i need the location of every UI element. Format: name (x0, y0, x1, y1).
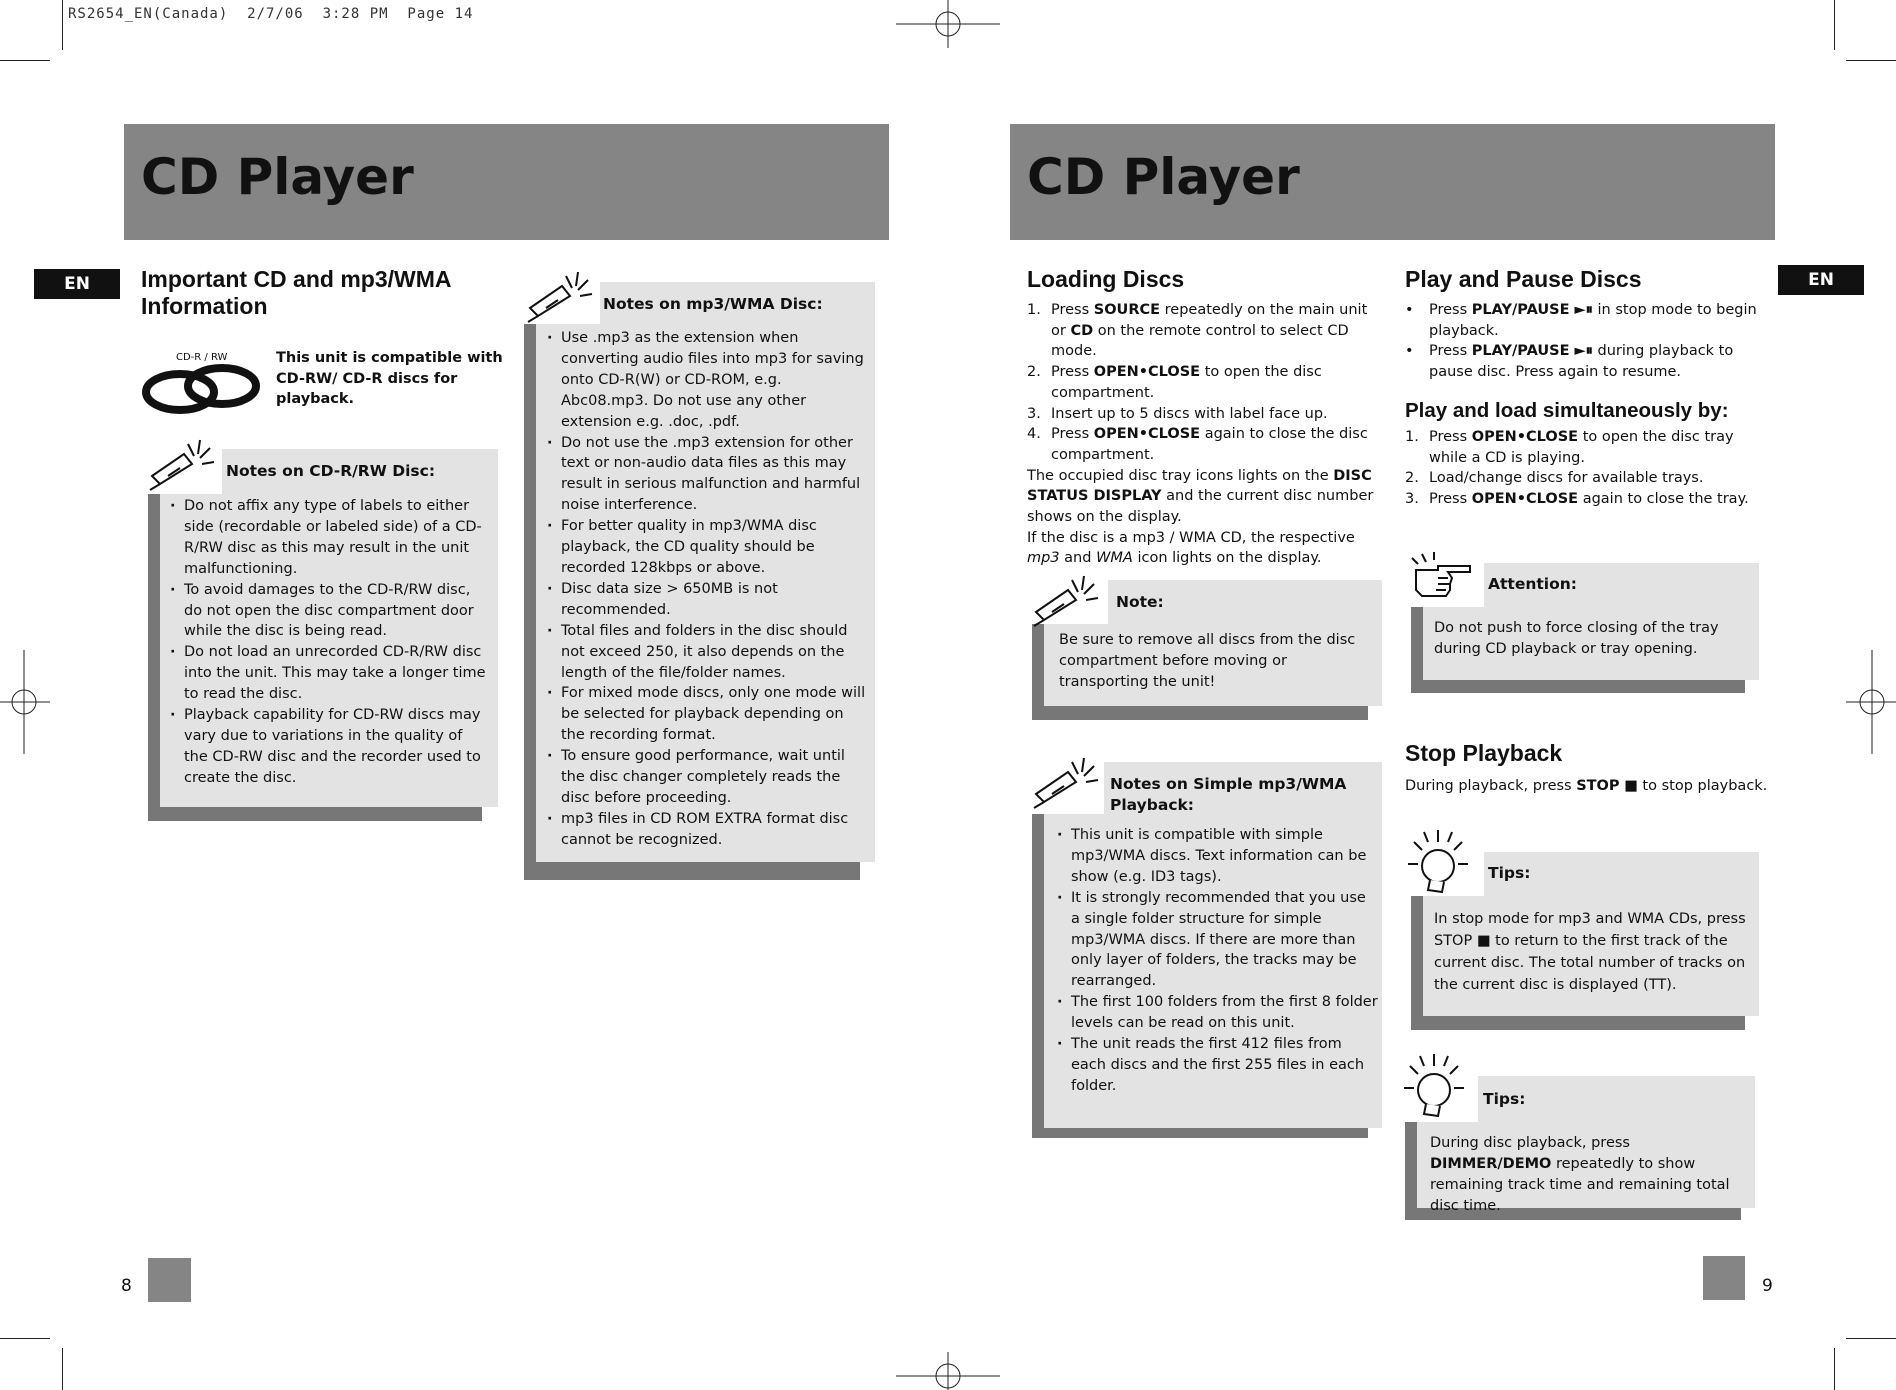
play-load-heading: Play and load simultaneously by: (1405, 399, 1729, 422)
tips1-text: In stop mode for mp3 and WMA CDs, press STOP ■ to return to the first track of the current disc. The total number of tracks on the current disc is displayed (TT). (1434, 911, 1746, 993)
list-item: 3. Insert up to 5 discs with label face up. (1027, 405, 1328, 422)
loading-discs-body (1027, 300, 1381, 569)
pen-note-icon (144, 432, 220, 494)
registration-mark-icon (0, 650, 50, 754)
list-item: • Press PLAY/PAUSE ►⏸ during playback to pause disc. Press again to resume. (1405, 343, 1734, 381)
list-item: 3. Press OPEN•CLOSE again to close the tray. (1405, 491, 1749, 508)
pen-note-icon (1028, 568, 1104, 630)
cd-rw-logo-icon (142, 362, 262, 416)
pointing-hand-icon (1404, 548, 1480, 612)
pen-note-icon (1028, 750, 1104, 812)
list-item: · Do not affix any type of labels to either side (recordable or labeled side) of a CD-R/RW disc as this may result in the unit malfunctioning. (166, 496, 490, 580)
list-item: 1. Press SOURCE repeatedly on the main unit or CD on the remote control to select CD mode. (1027, 302, 1368, 360)
list-item: · It is strongly recommended that you use a single folder structure for simple mp3/WMA discs. If there are more than only layer of folders, the tracks may be rearranged. (1053, 888, 1379, 993)
list-item: · The first 100 folders from the first 8 folder levels can be read on this unit. (1053, 992, 1379, 1034)
play-load-steps (1405, 427, 1765, 510)
mp3-notes-list (543, 328, 869, 851)
list-item: · Do not load an unrecorded CD-R/RW disc into the unit. This may take a longer time to read the disc. (166, 642, 490, 705)
list-item: 4. Press OPEN•CLOSE again to close the disc compartment. (1027, 426, 1368, 463)
registration-mark-icon (1846, 650, 1896, 754)
play-pause-heading: Play and Pause Discs (1405, 266, 1642, 292)
crop-mark (62, 1348, 63, 1390)
stop-playback-text: During playback, press STOP ■ to stop playback. (1405, 778, 1768, 794)
left-page-title: CD Player (141, 148, 414, 206)
simple-notes-title: Notes on Simple mp3/WMA Playback: (1110, 775, 1347, 814)
play-pause-body (1405, 300, 1765, 383)
crop-mark (0, 60, 50, 61)
right-page-number: 9 (1762, 1276, 1773, 1296)
tray-icons-paragraph: The occupied disc tray icons lights on the DISC STATUS DISPLAY and the current disc number shows on the display. (1027, 467, 1374, 526)
list-item: · mp3 files in CD ROM EXTRA format disc cannot be recognized. (543, 809, 869, 851)
stop-playback-heading: Stop Playback (1405, 740, 1563, 766)
list-item: · The unit reads the first 412 files from each discs and the first 255 files in each folder. (1053, 1034, 1379, 1097)
left-page-number: 8 (121, 1276, 132, 1296)
list-item: 2. Press OPEN•CLOSE to open the disc compartment. (1027, 364, 1322, 401)
left-language-tab: EN (34, 269, 120, 299)
list-item: · To avoid damages to the CD-R/RW disc, do not open the disc compartment door while the disc is being read. (166, 580, 490, 643)
tips2-text: During disc playback, press DIMMER/DEMO repeatedly to show remaining track time and remaining total disc time. (1430, 1135, 1730, 1214)
right-page-title: CD Player (1027, 148, 1300, 206)
list-item: 1. Press OPEN•CLOSE to open the disc tray while a CD is playing. (1405, 429, 1734, 466)
registration-mark-icon (896, 1352, 1000, 1390)
print-slug: RS2654_EN(Canada) 2/7/06 3:28 PM Page 14 (68, 6, 474, 22)
left-page-marker (148, 1258, 191, 1302)
tips2-title: Tips: (1483, 1090, 1526, 1108)
crop-mark (62, 0, 63, 50)
note-text: Be sure to remove all discs from the disc compartment before moving or transporting the unit! (1059, 632, 1356, 690)
loading-discs-heading: Loading Discs (1027, 266, 1185, 292)
crop-mark (1846, 60, 1896, 61)
compat-statement: This unit is compatible with CD-RW/ CD-R discs for playback. (276, 350, 503, 408)
list-item: · Use .mp3 as the extension when converting audio files into mp3 for saving onto CD-R(W) or CD-ROM, e.g. Abc08.mp3. Do not use any other extension e.g. .doc, .pdf. (543, 328, 869, 433)
right-page-marker (1703, 1256, 1745, 1300)
cd-rw-logo: CD-R / RW (142, 350, 262, 410)
list-item: · To ensure good performance, wait until the disc changer completely reads the disc before proceeding. (543, 746, 869, 809)
light-bulb-icon (1400, 1048, 1476, 1122)
crop-mark (1834, 0, 1835, 50)
crop-mark (1846, 1338, 1896, 1339)
list-item: · For mixed mode discs, only one mode will be selected for playback depending on the recording format. (543, 683, 869, 746)
note-title: Note: (1116, 593, 1164, 611)
mp3-notes-title: Notes on mp3/WMA Disc: (603, 295, 823, 313)
mp3-icon-paragraph: If the disc is a mp3 / WMA CD, the respective mp3 and WMA icon lights on the display. (1027, 529, 1355, 567)
cdrw-notes-list (166, 496, 490, 789)
attention-text: Do not push to force closing of the tray during CD playback or tray opening. (1434, 620, 1719, 657)
attention-title: Attention: (1488, 575, 1577, 593)
list-item: · Disc data size > 650MB is not recommended. (543, 579, 869, 621)
pen-note-icon (522, 264, 598, 326)
cdrw-notes-title: Notes on CD-R/RW Disc: (226, 462, 436, 480)
important-heading: Important CD and mp3/WMA Information (141, 266, 452, 319)
simple-notes-list (1053, 825, 1379, 1097)
tips1-title: Tips: (1488, 864, 1531, 882)
list-item: · Do not use the .mp3 extension for other text or non-audio data files as this may result in serious malfunction and harmful noise interference. (543, 433, 869, 517)
list-item: · For better quality in mp3/WMA disc playback, the CD quality should be recorded 128kbps or above. (543, 516, 869, 579)
crop-mark (1834, 1348, 1835, 1390)
list-item: • Press PLAY/PAUSE ►⏸ in stop mode to begin playback. (1405, 302, 1757, 339)
list-item: · Total files and folders in the disc should not exceed 250, it also depends on the length of the file/folder names. (543, 621, 869, 684)
list-item: · Playback capability for CD-RW discs may vary due to variations in the quality of the CD-RW disc and the recorder used to create the disc. (166, 705, 490, 789)
registration-mark-icon (896, 0, 1000, 48)
list-item: 2. Load/change discs for available trays. (1405, 470, 1704, 487)
light-bulb-icon (1404, 824, 1480, 898)
right-language-tab: EN (1778, 265, 1864, 295)
list-item: · This unit is compatible with simple mp3/WMA discs. Text information can be show (e.g. ID3 tags). (1053, 825, 1379, 888)
crop-mark (0, 1338, 50, 1339)
